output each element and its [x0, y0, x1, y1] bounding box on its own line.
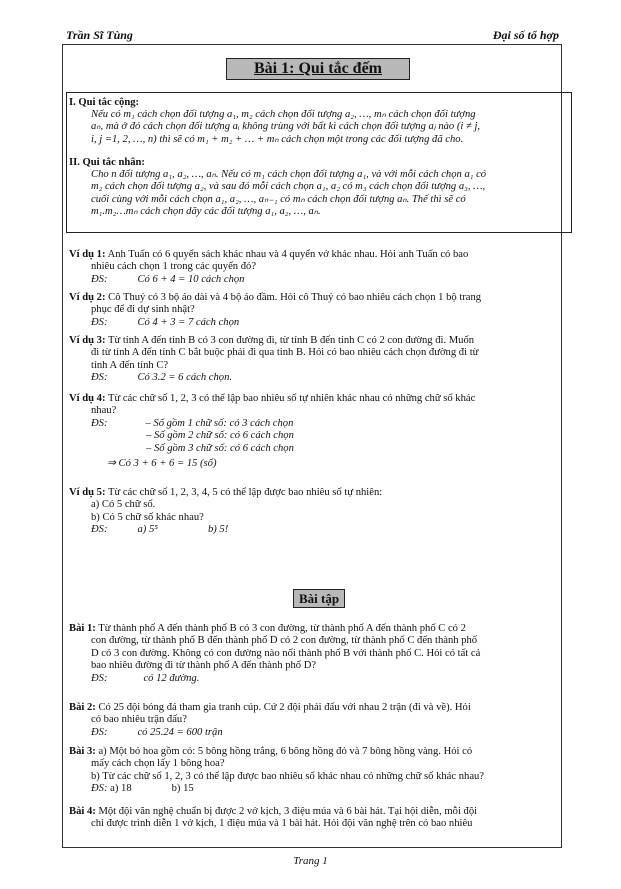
exercise-1-ds: ĐS:: [91, 672, 108, 684]
example-4-line-1: Từ các chữ số 1, 2, 3 có thể lập bao nhiêu số tự nhiên khác nhau có những chữ số khác: [107, 393, 476, 404]
example-3-ds: ĐS:: [91, 372, 108, 384]
example-5-label: Ví dụ 5:: [69, 487, 106, 498]
example-4-case-2: – Số gồm 2 chữ số: có 6 cách chọn: [146, 430, 294, 442]
example-3-line-3: tỉnh A đến tỉnh C?: [91, 359, 169, 371]
exercise-4: [69, 806, 477, 831]
example-3-answer: Có 3.2 = 6 cách chọn.: [137, 372, 233, 384]
exercise-1-line-1: Từ thành phố A đến thành phố B có 3 con đường, từ thành phố A đến thành phố C có 2: [98, 623, 466, 634]
example-1-line-1: Anh Tuấn có 6 quyển sách khác nhau và 4 quyển vở khác nhau. Hỏi anh Tuấn có bao: [107, 249, 469, 260]
example-5-part-a: a) Có 5 chữ số.: [91, 499, 156, 511]
exercise-1: [69, 623, 569, 685]
example-1-line-2: nhiêu cách chọn 1 trong các quyển đó?: [91, 261, 257, 273]
example-4-line-2: nhau?: [91, 405, 117, 417]
exercise-2-label: Bài 2:: [69, 702, 96, 713]
header-author: Trần Sĩ Tùng: [66, 28, 133, 42]
exercise-1-line-3: D có 3 con đường. Không có con đường nào nối thành phố B với thành phố C. Hỏi có tất cả: [91, 647, 481, 659]
exercise-1-label: Bài 1:: [69, 623, 96, 634]
example-4: [69, 393, 475, 470]
exercises-title: Bài tập: [293, 589, 345, 608]
exercise-2-line-2: có bao nhiêu trận đấu?: [91, 714, 187, 726]
example-2-line-1: Cô Thuỷ có 3 bộ áo dài và 4 bộ áo đầm. Hỏi cô Thuỷ có bao nhiêu cách chọn 1 bộ trang: [108, 292, 482, 303]
exercise-1-line-4: bao nhiêu đường đi từ thành phố A đến thành phố D?: [91, 660, 317, 672]
rule-add-line-3: i, j =1, 2, …, n) thì sẽ có m₁ + m₂ + … + mₙ cách chọn một trong các đối tượng đã cho.: [91, 133, 464, 145]
example-3-label: Ví dụ 3:: [69, 335, 106, 346]
example-4-case-1: – Số gồm 1 chữ số: có 3 cách chọn: [145, 417, 294, 429]
example-2-label: Ví dụ 2:: [69, 292, 106, 303]
rule-mul-text: [91, 169, 486, 219]
exercise-3-line-2: mấy cách chọn lấy 1 bông hoa?: [91, 758, 225, 770]
exercise-4-line-2: chỉ được trình diễn 1 vở kịch, 1 điệu múa và 1 bài hát. Hỏi đội văn nghệ trên có bao nhiêu: [91, 818, 473, 830]
example-5-answer-b: b) 5!: [207, 524, 229, 536]
example-2-answer: Có 4 + 3 = 7 cách chọn: [137, 316, 240, 328]
rule-mul-line-2: m₂ cách chọn đối tượng a₂, và sau đó mỗi cách chọn a₁, a₂ có m₃ cách chọn đối tượng a₃, …,: [91, 181, 486, 193]
example-4-result: ⇒ Có 3 + 6 + 6 = 15 (số): [107, 458, 217, 470]
exercise-1-answer: có 12 đường.: [143, 672, 200, 684]
rule-mul-line-4: m₁.m₂…mₙ cách chọn dãy các đối tượng a₁, a₂, …, aₙ.: [91, 206, 321, 218]
rule-add-text: [91, 109, 480, 146]
example-1-ds: ĐS:: [91, 273, 108, 285]
example-1: [69, 249, 468, 286]
example-1-answer: Có 6 + 4 = 10 cách chọn: [137, 273, 245, 285]
rule-add-line-2: aₙ, mà ở đó cách chọn đối tượng aᵢ không trùng với bất kì cách chọn đối tượng aⱼ nào (i ≠ j,: [91, 121, 481, 133]
exercise-4-line-1: Một đội văn nghệ chuẩn bị được 2 vở kịch, 3 điệu múa và 6 bài hát. Tại hội diễn, mỗi đội: [98, 806, 478, 817]
rule-mul-heading: II. Qui tắc nhân:: [69, 157, 145, 168]
example-4-label: Ví dụ 4:: [69, 393, 106, 404]
page-number: Trang 1: [293, 855, 328, 867]
exercise-3-ds: ĐS:: [91, 783, 108, 795]
lesson-title: Bài 1: Qui tắc đếm: [226, 58, 410, 80]
example-2-ds: ĐS:: [91, 316, 108, 328]
exercise-4-label: Bài 4:: [69, 806, 96, 817]
exercise-3-answer-a: a) 18: [110, 783, 132, 795]
rule-add-heading: I. Qui tắc cộng:: [69, 97, 140, 108]
exercise-1-line-2: con đường, từ thành phố B đến thành phố D có 2 con đường, từ thành phố C đến thành phố: [91, 635, 478, 647]
example-1-label: Ví dụ 1:: [69, 249, 106, 260]
exercise-3: [69, 746, 484, 796]
exercise-2-ds: ĐS:: [91, 726, 108, 738]
example-5-part-b: b) Có 5 chữ số khác nhau?: [91, 511, 204, 523]
exercise-3-line-1: a) Một bó hoa gồm có: 5 bông hồng trắng, 6 bông hồng đỏ và 7 bông hồng vàng. Hỏi có: [98, 746, 473, 757]
example-2: [69, 292, 481, 329]
example-5-line-1: Từ các chữ số 1, 2, 3, 4, 5 có thể lập được bao nhiêu số tự nhiên:: [107, 487, 383, 498]
exercise-2-answer: có 25.24 = 600 trận: [137, 726, 223, 738]
exercise-2: [69, 702, 471, 739]
header-subject: Đại số tổ hợp: [492, 28, 559, 42]
example-3: [69, 335, 478, 385]
example-5: [69, 487, 382, 537]
example-5-ds: ĐS:: [91, 524, 108, 536]
example-2-line-2: phục để đi dự sinh nhật?: [91, 304, 195, 316]
example-4-case-3: – Số gồm 3 chữ số: có 6 cách chọn: [146, 442, 294, 454]
rule-add-line-1: Nếu có m₁ cách chọn đối tượng a₁, m₂ cách chọn đối tượng a₂, …, mₙ cách chọn đối tượng: [91, 109, 476, 120]
example-3-line-2: đi từ tỉnh A đến tỉnh C bắt buộc phải đi qua tỉnh B. Hỏi có bao nhiêu cách chọn đường đi từ: [91, 347, 479, 359]
example-4-ds: ĐS:: [91, 417, 108, 429]
exercise-3-label: Bài 3:: [69, 746, 96, 757]
exercise-2-line-1: Có 25 đội bóng đá tham gia tranh cúp. Cứ 2 đội phải đấu với nhau 2 trận (đi và về). Hỏi: [98, 702, 471, 713]
exercise-3-line-3: b) Từ các chữ số 1, 2, 3 có thể lập được bao nhiêu số khác nhau có những chữ số khác nhau?: [91, 770, 485, 782]
exercise-3-answer-b: b) 15: [171, 783, 194, 795]
rule-mul-line-3: cuối cùng với mỗi cách chọn a₁, a₂, …, aₙ₋₁ có mₙ cách chọn đối tượng aₙ. Thế thì sẽ có: [91, 193, 466, 205]
example-5-answer-a: a) 5⁵: [137, 524, 158, 536]
example-3-line-1: Từ tỉnh A đến tỉnh B có 3 con đường đi, từ tỉnh B đến tỉnh C có 2 con đường đi. Muốn: [107, 335, 475, 346]
rule-mul-line-1: Cho n đối tượng a₁, a₂, …, aₙ. Nếu có m₁ cách chọn đối tượng a₁, và với mỗi cách chọn a₁ có: [91, 169, 487, 180]
